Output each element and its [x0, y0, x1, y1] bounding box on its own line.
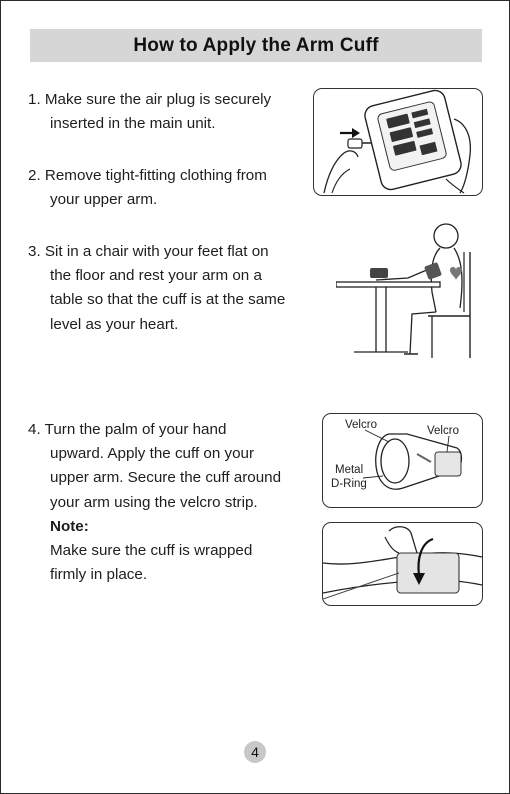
step-2-line-2: your upper arm.	[50, 191, 158, 209]
step-3-line-2: the floor and rest your arm on a	[50, 267, 262, 285]
cuff-wrapping-illustration	[322, 522, 483, 606]
step-2-line-1: 2. Remove tight-fitting clothing from	[28, 167, 267, 184]
step-4-line-2: upward. Apply the cuff on your	[50, 445, 255, 463]
step-4	[28, 418, 320, 587]
seated-posture-illustration	[336, 212, 478, 360]
wrapping-cuff-drawing	[323, 523, 482, 605]
step-1-line-1: 1. Make sure the air plug is securely	[28, 91, 272, 108]
step-1-line-2: inserted in the main unit.	[50, 115, 216, 133]
velcro-label-right: Velcro	[427, 425, 459, 437]
d-ring-label-line-1: Metal	[335, 464, 364, 476]
step-4-line-1: 4. Turn the palm of your hand	[28, 421, 227, 438]
page-title: How to Apply the Arm Cuff	[133, 34, 379, 56]
note-line-2: firmly in place.	[50, 566, 148, 584]
note-line-1: Make sure the cuff is wrapped	[50, 542, 253, 560]
step-3	[28, 240, 320, 337]
page-number: 4	[244, 741, 266, 763]
velcro-label-left: Velcro	[345, 419, 377, 431]
note-label: Note:	[50, 517, 89, 535]
monitor-with-plug-drawing	[314, 89, 482, 195]
step-3-line-4: level as your heart.	[50, 315, 179, 333]
step-2	[28, 164, 320, 212]
air-plug-illustration	[313, 88, 483, 196]
step-4-line-3: upper arm. Secure the cuff around	[50, 469, 282, 487]
step-3-line-3: table so that the cuff is at the same	[50, 291, 286, 309]
cuff-diagram	[322, 413, 483, 508]
seated-person-drawing	[336, 212, 478, 360]
d-ring-label-line-2: D-Ring	[331, 478, 367, 490]
step-3-line-1: 3. Sit in a chair with your feet flat on	[28, 243, 269, 260]
step-1	[28, 88, 320, 136]
step-4-line-4: your arm using the velcro strip.	[50, 493, 258, 511]
section-title-bar	[30, 29, 482, 62]
